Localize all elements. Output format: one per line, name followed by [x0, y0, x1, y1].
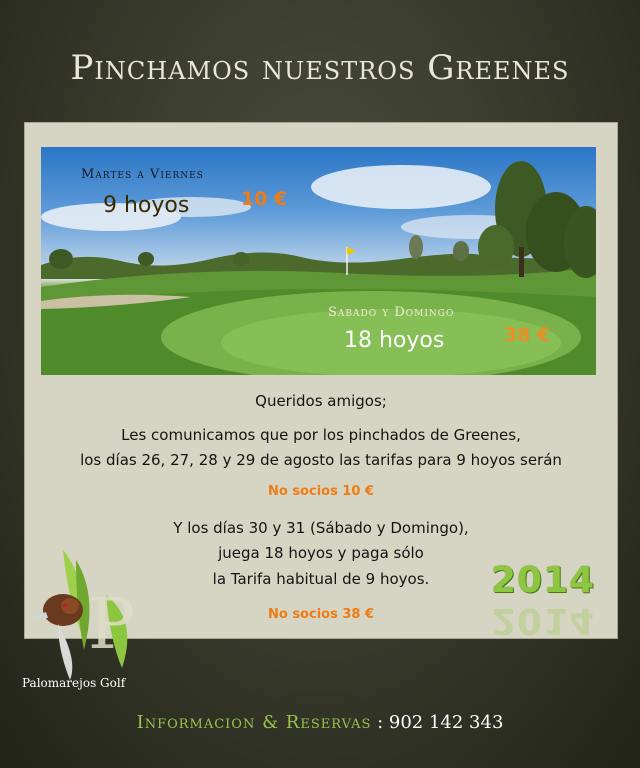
- weekend-price: 38 €: [504, 324, 551, 346]
- greeting-text: Queridos amigos;: [255, 392, 387, 410]
- body-line-2: los días 26, 27, 28 y 29 de agosto las tarifas para 9 hoyos serán: [80, 451, 562, 469]
- body-line-4: juega 18 hoyos y paga sólo: [218, 544, 424, 562]
- year-badge: 2014: [491, 560, 596, 601]
- weekday-holes: 9 hoyos: [103, 193, 190, 218]
- contact-footer: [0, 712, 640, 733]
- footer-separator: :: [371, 712, 389, 733]
- year-reflection: 2014: [491, 600, 596, 641]
- svg-text:P: P: [88, 583, 136, 665]
- weekend-holes: 18 hoyos: [344, 328, 445, 353]
- page-title: Pinchamos nuestros Greenes: [70, 48, 570, 88]
- weekend-label: Sabado y Domingo: [328, 305, 455, 320]
- club-logo-text: Palomarejos Golf: [22, 676, 126, 690]
- club-logo-icon: [18, 540, 148, 690]
- body-line-5: la Tarifa habitual de 9 hoyos.: [212, 570, 430, 588]
- golf-course-photo: [41, 147, 596, 375]
- body-line-1: Les comunicamos que por los pinchados de Greenes,: [121, 426, 521, 444]
- body-line-3: Y los días 30 y 31 (Sábado y Domingo),: [173, 519, 469, 537]
- weekday-price: 10 €: [241, 188, 288, 210]
- weekday-label: Martes a Viernes: [81, 167, 204, 182]
- promo-price-2: No socios 38 €: [267, 607, 375, 622]
- phone-number[interactable]: 902 142 343: [388, 712, 504, 733]
- promo-price-1: No socios 10 €: [267, 484, 375, 499]
- info-label: Informacion & Reservas: [136, 712, 372, 733]
